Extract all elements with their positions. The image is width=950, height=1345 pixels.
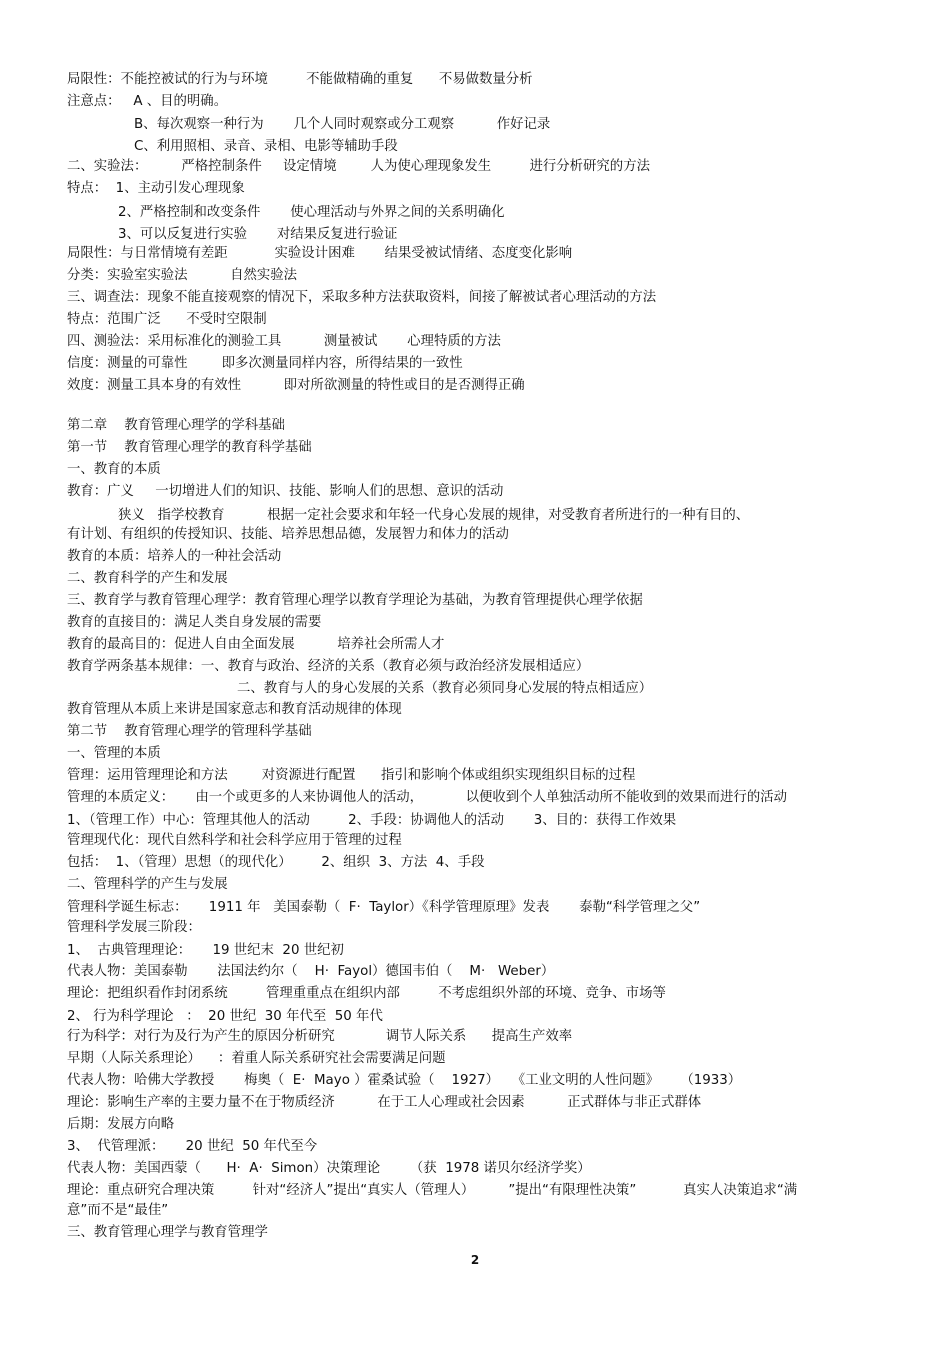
line-test-method: 四、测验法：采用标准化的测验工具 测量被试 心理特质的方法	[67, 334, 501, 349]
line-mayo-figures: 代表人物：哈佛大学教授 梅奥（ E· Mayo ）霍桑试验（ 1927） 《工业文明的人性问题》 （1933）	[67, 1073, 742, 1088]
line-management-essence-definition: 管理的本质定义： 由一个或更多的人来协调他人的活动， 以便收到个人单独活动所不能收到的效果而进行的活动	[67, 790, 787, 805]
line-limitations-observation: 局限性：不能控被试的行为与环境 不能做精确的重复 不易做数量分析	[67, 72, 533, 87]
line-direct-goal: 教育的直接目的：满足人类自身发展的需要	[67, 615, 322, 630]
line-classical-theory: 1、 古典管理理论： 19 世纪末 20 世纪初	[67, 943, 344, 958]
line-birth-marker: 管理科学诞生标志： 1911 年 美国泰勒（ F· Taylor）《科学管理原理》发表 泰勒“科学管理之父”	[67, 900, 701, 915]
line-notes-c: C、利用照相、录音、录相、电影等辅助手段	[134, 139, 398, 154]
line-highest-goal: 教育的最高目的：促进人自由全面发展 培养社会所需人才	[67, 637, 445, 652]
line-education-essence-heading: 一、教育的本质	[67, 462, 161, 477]
line-management-modernization: 管理现代化：现代自然科学和社会科学应用于管理的过程	[67, 833, 402, 848]
line-behavioral-theory: 2、 行为科学理论 ： 20 世纪 30 年代至 50 年代	[67, 1009, 383, 1024]
line-simon-theory-cont: 意”而不是“最佳”	[67, 1203, 169, 1218]
line-survey-method: 三、调查法：现象不能直接观察的情况下，采取多种方法获取资料，间接了解被试者心理活动的方法	[67, 290, 657, 305]
section-1-title: 第一节 教育管理心理学的教育科学基础	[67, 440, 312, 455]
line-three-stages: 管理科学发展三阶段：	[67, 920, 201, 935]
line-experiment-method: 二、实验法： 严格控制条件 设定情境 人为使心理现象发生 进行分析研究的方法	[67, 159, 650, 174]
line-pedagogy-relation: 三、教育学与教育管理心理学：教育管理心理学以教育学理论为基础，为教育管理提供心理学依据	[67, 593, 643, 608]
line-simon-figures: 代表人物：美国西蒙（ H· A· Simon）决策理论 （获 1978 诺贝尔经济学奖）	[67, 1161, 591, 1176]
line-education-essence: 教育的本质：培养人的一种社会活动	[67, 549, 282, 564]
section-2-title: 第二节 教育管理心理学的管理科学基础	[67, 724, 312, 739]
line-third-heading: 三、教育管理心理学与教育管理学	[67, 1225, 268, 1240]
line-education-narrow-cont: 有计划、有组织的传授知识、技能、培养思想品德，发展智力和体力的活动	[67, 527, 509, 542]
line-notes-b: B、每次观察一种行为 几个人同时观察或分工观察 作好记录	[134, 117, 551, 132]
line-reliability: 信度：测量的可靠性 即多次测量同样内容，所得结果的一致性	[67, 356, 463, 371]
line-validity: 效度：测量工具本身的有效性 即对所欲测量的特性或目的是否测得正确	[67, 378, 525, 393]
line-classification: 分类：实验室实验法 自然实验法	[67, 268, 298, 283]
line-education-management-essence: 教育管理从本质上来讲是国家意志和教育活动规律的体现	[67, 702, 402, 717]
line-behavioral-science: 行为科学：对行为及行为产生的原因分析研究 调节人际关系 提高生产效率	[67, 1029, 573, 1044]
page-number: 2	[470, 1253, 480, 1267]
line-management-essence-heading: 一、管理的本质	[67, 746, 161, 761]
line-simon-theory: 理论：重点研究合理决策 针对“经济人”提出“真实人（管理人） ”提出“有限理性决策” 真实人决策追求“满	[67, 1183, 798, 1198]
line-education-narrow: 狭义 指学校教育 根据一定社会要求和年轻一代身心发展的规律，对受教育者所进行的一种有目的、	[118, 508, 750, 523]
line-early-phase: 早期（人际关系理论） ：着重人际关系研究社会需要满足问题	[67, 1051, 446, 1066]
line-features-3: 3、可以反复进行实验 对结果反复进行验证	[118, 227, 398, 242]
line-education-broad: 教育：广义 一切增进人们的知识、技能、影响人们的思想、意识的活动	[67, 484, 504, 499]
line-education-science: 二、教育科学的产生和发展	[67, 571, 228, 586]
line-classical-theory-content: 理论：把组织看作封闭系统 管理重重点在组织内部 不考虑组织外部的环境、竞争、市场等	[67, 986, 666, 1001]
line-two-laws-1: 教育学两条基本规律：一、教育与政治、经济的关系（教育必须与政治经济发展相适应）	[67, 659, 590, 674]
line-management-definition: 管理：运用管理理论和方法 对资源进行配置 指引和影响个体或组织实现组织目标的过程	[67, 768, 636, 783]
line-notes-a: 注意点： A 、目的明确。	[67, 94, 228, 109]
line-features-1: 特点： 1、主动引发心理现象	[67, 181, 245, 196]
line-mayo-theory: 理论：影响生产率的主要力量不在于物质经济 在于工人心理或社会因素 正式群体与非正式群体	[67, 1095, 702, 1110]
line-classical-figures: 代表人物：美国泰勒 法国法约尔（ H· Fayol）德国韦伯（ M· Weber）	[67, 964, 555, 979]
line-later-phase: 后期：发展方向略	[67, 1117, 175, 1132]
line-modern-school: 3、 代管理派： 20 世纪 50 年代至今	[67, 1139, 318, 1154]
line-management-science-heading: 二、管理科学的产生与发展	[67, 877, 228, 892]
chapter-title: 第二章 教育管理心理学的学科基础	[67, 418, 285, 433]
line-survey-features: 特点：范围广泛 不受时空限制	[67, 312, 267, 327]
line-includes: 包括： 1、（管理）思想（的现代化） 2、组织 3、方法 4、手段	[67, 855, 485, 870]
line-two-laws-2: 二、教育与人的身心发展的关系（教育必须同身心发展的特点相适应）	[237, 681, 653, 696]
line-management-center: 1、（管理工作）中心：管理其他人的活动 2、手段：协调他人的活动 3、目的：获得工作效果	[67, 813, 677, 828]
line-limitations-experiment: 局限性：与日常情境有差距 实验设计困难 结果受被试情绪、态度变化影响	[67, 246, 573, 261]
line-features-2: 2、严格控制和改变条件 使心理活动与外界之间的关系明确化	[118, 205, 505, 220]
